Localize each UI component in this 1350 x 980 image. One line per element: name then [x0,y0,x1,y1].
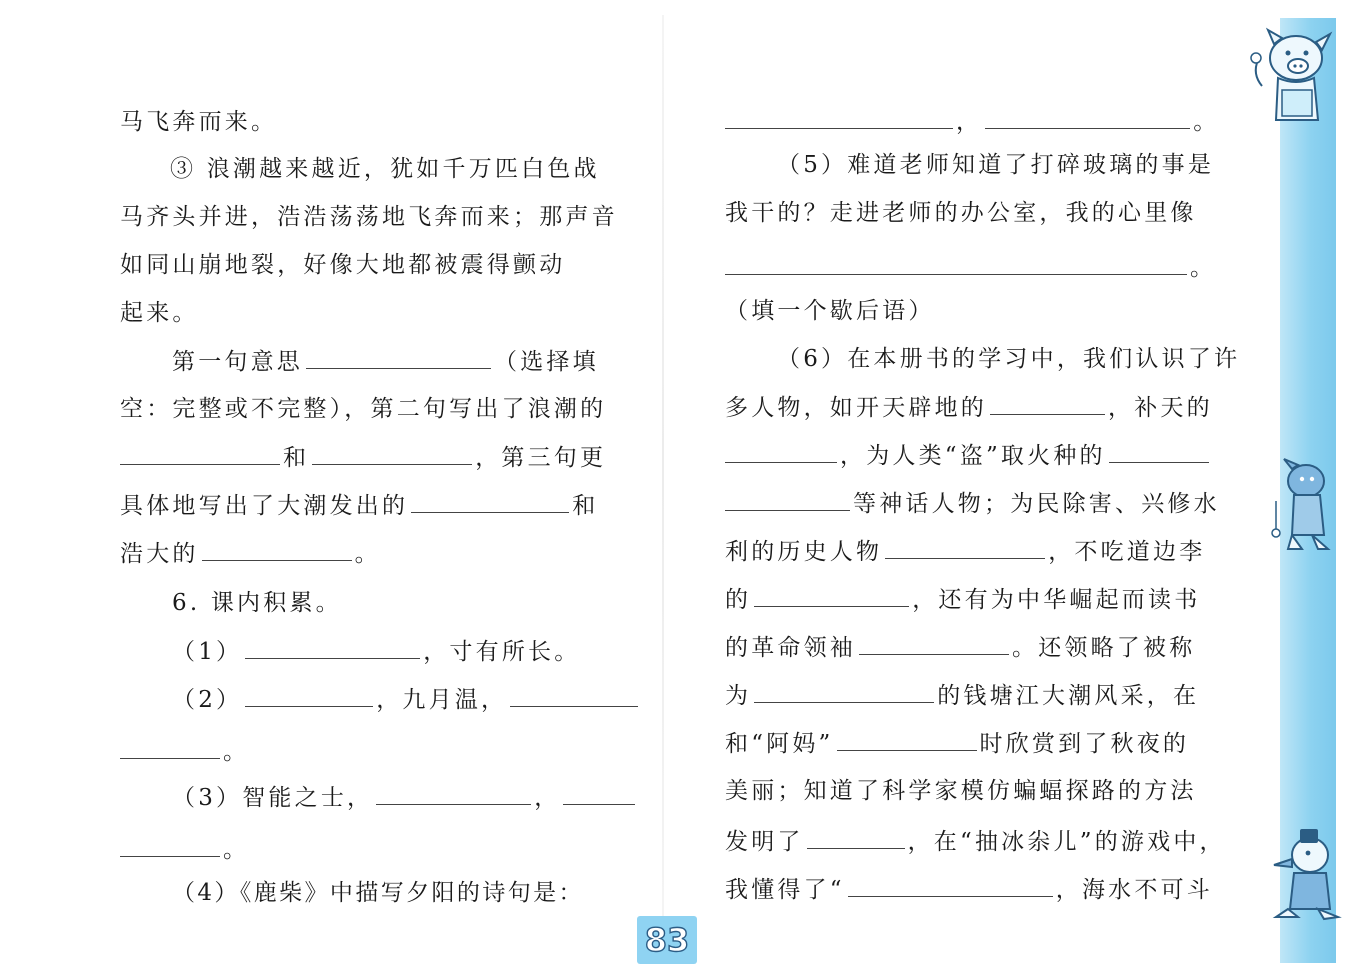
answer-blank[interactable] [120,834,220,857]
answer-blank[interactable] [411,490,569,513]
text-line [725,536,1205,567]
text-line [725,488,1220,519]
text-line: 如同山崩地裂，好像大地都被震得颤动 [120,252,566,278]
answer-blank[interactable] [510,684,638,707]
line-text: 。 [223,739,250,765]
text-line [725,728,1189,759]
line-text: 的 [725,587,752,613]
text-line [120,490,598,521]
answer-blank[interactable] [990,392,1105,415]
answer-blank[interactable] [859,632,1009,655]
line-text: ， [534,785,561,811]
text-line: 马齐头并进，浩浩荡荡地飞奔而来；那声音 [120,204,618,230]
pig-cartoon-icon [1238,20,1338,130]
text-line [172,346,599,377]
line-text: 多人物，如开天辟地的 [725,395,987,421]
line-text: 利的历史人物 [725,539,883,565]
line-text: ，在“抽冰尜儿”的游戏中， [907,829,1226,855]
line-text: 为 [725,683,752,709]
answer-blank[interactable] [245,636,420,659]
line-text: 等神话人物；为民除害、兴修水 [853,491,1220,517]
text-line: （6）在本册书的学习中，我们认识了许 [777,346,1241,372]
line-text: （2） [172,687,243,713]
answer-blank[interactable] [885,536,1045,559]
answer-blank[interactable] [725,488,850,511]
answer-blank[interactable] [807,826,905,849]
line-text: 。 [223,837,250,863]
text-line: （4）《鹿柴》中描写夕阳的诗句是： [172,880,584,906]
answer-blank[interactable] [985,106,1190,129]
line-text: 。 [354,541,381,567]
answer-blank[interactable] [754,584,909,607]
answer-blank[interactable] [120,442,280,465]
answer-blank[interactable] [306,346,491,369]
text-line: 起来。 [120,300,199,326]
line-text: 发明了 [725,829,804,855]
text-line: 马飞奔而来。 [120,109,278,135]
answer-blank[interactable] [202,538,352,561]
text-line [172,636,580,667]
text-line: ③ 浪潮越来越近，犹如千万匹白色战 [170,156,600,182]
page-number-text: 83 [644,921,690,959]
line-text: ，为人类“盗”取火种的 [840,443,1106,469]
text-line [172,782,638,813]
line-text: 我懂得了“ [725,877,845,903]
answer-blank[interactable] [754,680,934,703]
text-line [725,440,1212,471]
answer-blank[interactable] [1109,440,1209,463]
line-text: 和 [283,445,310,471]
answer-blank[interactable] [837,728,977,751]
text-line [120,538,381,569]
line-text: ，不吃道边李 [1048,539,1206,565]
text-line [120,442,606,473]
answer-blank[interactable] [725,106,953,129]
text-line: （填一个歇后语） [725,298,935,324]
line-text: 和 [572,493,599,519]
text-line [172,684,641,715]
answer-blank[interactable] [245,684,373,707]
answer-blank[interactable] [312,442,472,465]
text-line: 6. 课内积累。 [172,590,342,616]
line-text: ，第三句更 [475,445,607,471]
line-text: ，海水不可斗 [1055,877,1213,903]
answer-blank[interactable] [848,874,1053,897]
line-text: 和“阿妈” [725,731,834,757]
line-text: 浩大的 [120,541,199,567]
text-line: （5）难道老师知道了打碎玻璃的事是 [777,152,1215,178]
page-fold [662,15,664,920]
line-text: 。 [1193,109,1220,135]
text-line [725,874,1213,905]
text-line [725,392,1213,423]
line-text: ，补天的 [1108,395,1213,421]
text-line [725,680,1199,711]
answer-blank[interactable] [725,440,837,463]
line-text: （3）智能之士， [172,785,374,811]
duck-cartoon-icon [1262,825,1342,925]
line-text: 。 [1190,255,1217,281]
line-text: （1） [172,639,243,665]
text-line [725,632,1195,663]
text-line [725,584,1200,615]
line-text: 第一句意思 [172,349,303,375]
line-text: 的革命领袖 [725,635,856,661]
line-text: 具体地写出了大潮发出的 [120,493,409,519]
text-line [120,736,249,767]
line-text: 时欣赏到了秋夜的 [979,731,1190,757]
line-text: ，还有为中华崛起而读书 [912,587,1201,613]
text-line: 我干的？走进老师的办公室，我的心里像 [725,200,1197,226]
dog-cartoon-icon [1262,455,1340,555]
line-text: ，九月温， [376,687,508,713]
text-line [725,826,1226,857]
line-text: ， [956,109,983,135]
answer-blank[interactable] [120,736,220,759]
text-line: 美丽；知道了科学家模仿蝙蝠探路的方法 [725,778,1197,804]
text-line [120,834,249,865]
line-text: 的钱塘江大潮风采，在 [937,683,1200,709]
answer-blank[interactable] [376,782,531,805]
answer-blank[interactable] [563,782,635,805]
line-text: （选择填 [494,349,599,375]
text-line: 空：完整或不完整），第二句写出了浪潮的 [120,396,607,422]
text-line [725,106,1219,137]
answer-blank[interactable] [725,252,1187,275]
page-number [637,916,697,964]
text-line [725,252,1216,283]
line-text: ，寸有所长。 [423,639,581,665]
line-text: 。还领略了被称 [1012,635,1196,661]
